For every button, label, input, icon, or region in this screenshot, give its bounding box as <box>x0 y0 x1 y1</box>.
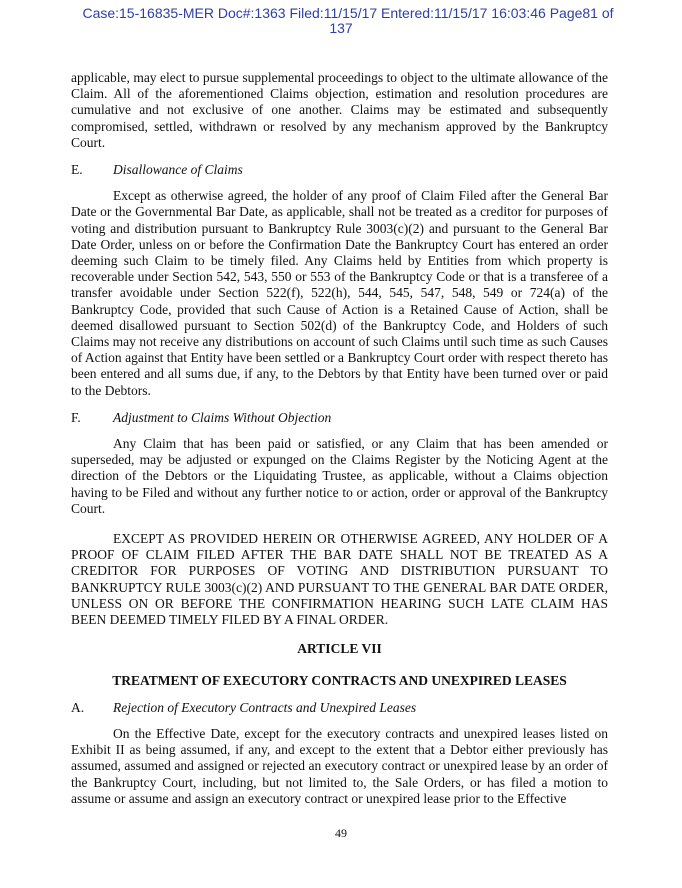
paragraph-e: Except as otherwise agreed, the holder of any proof of Claim Filed after the General Bar Date or the Governmental Bar Date, as applicable, shall not be treated as a creditor for purposes of voting and distribution pursuant to Bankruptcy Rule 3003(c)(2) and pursuant to the General Bar Date Order, unless on or before the Confirmation Date the Bankruptcy Court has entered an order deeming such Claim to be timely filed. Any Claims held by Entities from which property is recoverable under Section 542, 543, 550 or 553 of the Bankruptcy Code or that is a transferee of a transfer avoidable under Section 522(f), 522(h), 544, 545, 547, 548, 549 or 724(a) of the Bankruptcy Code, provided that such Cause of Action is a Retained Cause of Action, shall be deemed disallowed pursuant to Section 502(d) of the Bankruptcy Code, and Holders of such Claims may not receive any distributions on account of such Claims until such time as such Causes of Action against that Entity have been settled or a Bankruptcy Court order with respect thereto has been entered and all sums due, if any, to the Debtors by that Entity have been turned over or paid to the Debtors. <box>71 188 608 398</box>
paragraph-intro: applicable, may elect to pursue supplemental proceedings to object to the ultimate allowance of the Claim. All of the aforementioned Claims objection, estimation and resolution procedures are cumulative and not exclusive of one another. Claims may be estimated and subsequently compromised, settled, withdrawn or resolved by any mechanism approved by the Bankruptcy Court. <box>71 70 608 150</box>
section-f-heading <box>71 410 608 426</box>
section-a-heading <box>71 700 608 716</box>
page-number: 49 <box>335 826 347 840</box>
section-a-letter: A. <box>71 699 85 715</box>
paragraph-f-2: EXCEPT AS PROVIDED HEREIN OR OTHERWISE AGREED, ANY HOLDER OF A PROOF OF CLAIM FILED AFTER THE BAR DATE SHALL NOT BE TREATED AS A CREDITOR FOR PURPOSES OF VOTING AND DISTRIBUTION PURSUANT TO BANKRUPTCY RULE 3003(c)(2) AND PURSUANT TO THE GENERAL BAR DATE ORDER, UNLESS ON OR BEFORE THE CONFIRMATION HEARING SUCH LATE CLAIM HAS BEEN DEEMED TIMELY FILED BY A FINAL ORDER. <box>71 531 608 628</box>
paragraph-a: On the Effective Date, except for the executory contracts and unexpired leases listed on Exhibit II as being assumed, if any, and except to the extent that a Debtor either previously has assumed, assumed and assigned or rejected an executory contract or unexpired lease by an order of the Bankruptcy Court, including, but not limited to, the Sale Orders, or has filed a motion to assume or assume and assign an executory contract or unexpired lease prior to the Effective <box>71 725 608 806</box>
article-title: TREATMENT OF EXECUTORY CONTRACTS AND UNEXPIRED LEASES <box>112 672 567 688</box>
section-e-heading <box>71 162 608 178</box>
section-e-letter: E. <box>71 162 83 178</box>
header-line-1: Case:15-16835-MER Doc#:1363 Filed:11/15/17 Entered:11/15/17 16:03:46 Page81 of <box>82 5 614 21</box>
header-line-2: 137 <box>329 20 353 36</box>
court-filing-header <box>0 6 682 36</box>
section-e-title: Disallowance of Claims <box>113 162 243 178</box>
paragraph-f-1: Any Claim that has been paid or satisfied, or any Claim that has been amended or superseded, may be adjusted or expunged on the Claims Register by the Noticing Agent at the direction of the Debtors or the Liquidating Trustee, as applicable, without a Claims objection having to be Filed and without any further notice to or action, order or approval of the Bankruptcy Court. <box>71 436 608 516</box>
section-f-title: Adjustment to Claims Without Objection <box>113 409 332 425</box>
document-body <box>71 70 608 807</box>
section-f-letter: F. <box>71 409 81 425</box>
section-a-title: Rejection of Executory Contracts and Unexpired Leases <box>113 699 417 715</box>
article-number: ARTICLE VII <box>297 641 382 657</box>
